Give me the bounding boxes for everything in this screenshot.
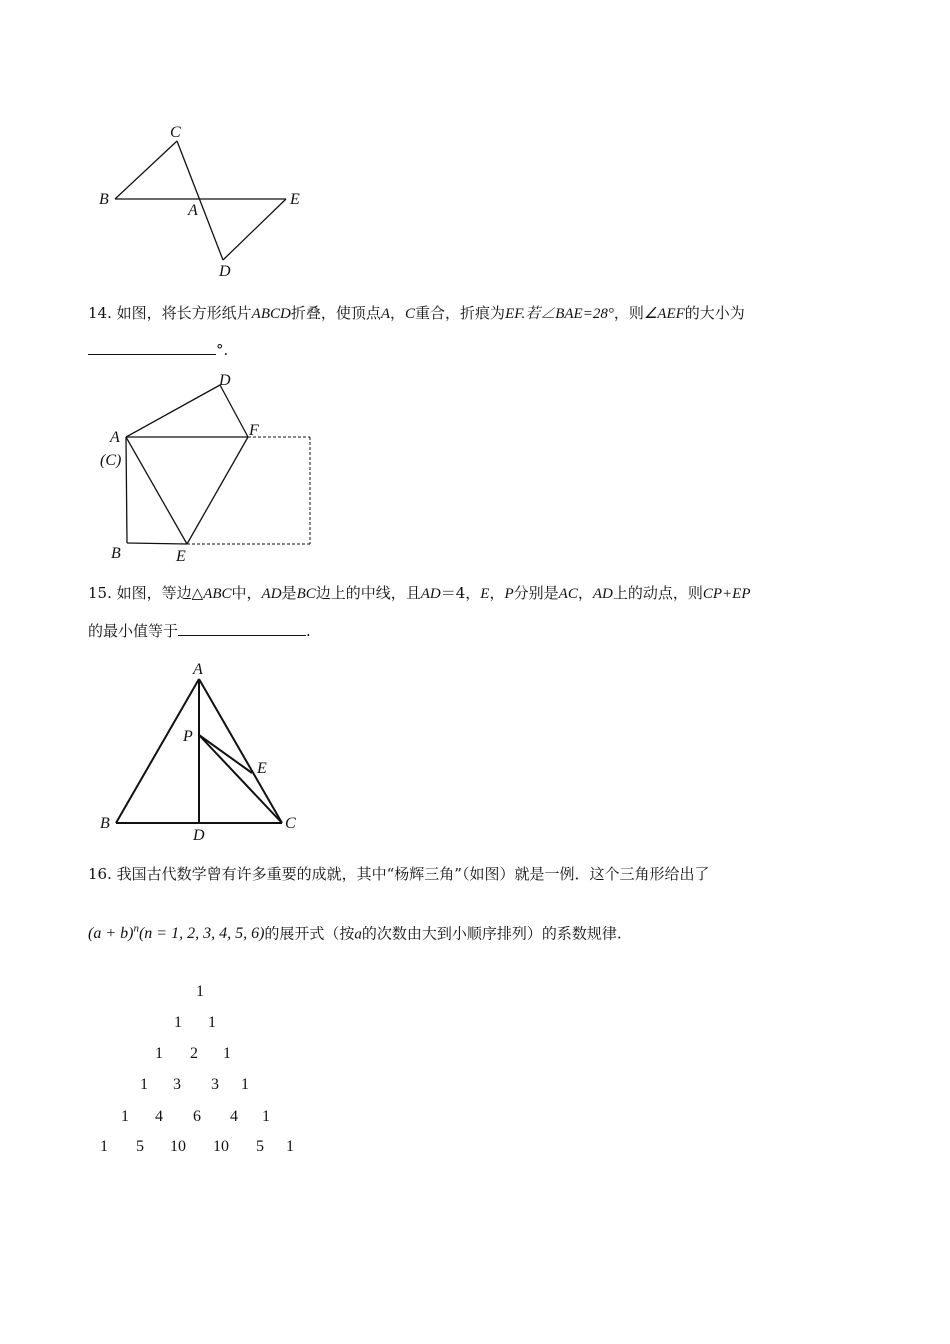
segment-ef bbox=[187, 437, 248, 544]
pascal-r4-c0: 1 bbox=[121, 1108, 129, 1125]
label-d-14: D bbox=[219, 372, 231, 389]
question-14 bbox=[88, 302, 745, 325]
q16-formula-exp: n bbox=[133, 923, 139, 935]
q14-abcd: ABCD bbox=[251, 306, 291, 322]
label-c-15: C bbox=[285, 815, 296, 832]
label-b-14: B bbox=[111, 545, 121, 562]
label-e-15: E bbox=[257, 760, 267, 777]
q15-t1: 中， bbox=[231, 584, 262, 602]
q15-line2: 的最小值等于 bbox=[88, 622, 179, 640]
q15-t4: ＝4， bbox=[440, 584, 481, 602]
pascal-r2-c2: 1 bbox=[223, 1045, 231, 1062]
label-e: E bbox=[290, 191, 300, 208]
q16-line1: 我国古代数学曾有许多重要的成就，其中“杨辉三角”（如图）就是一例．这个三角形给出了 bbox=[116, 865, 710, 883]
pascal-r0-c0: 1 bbox=[196, 983, 204, 1000]
pascal-r4-c3: 4 bbox=[230, 1108, 238, 1125]
q14-c: C bbox=[405, 306, 416, 322]
q15-t5: ， bbox=[489, 584, 505, 602]
q14-condition: EF.若∠BAE=28° bbox=[505, 306, 614, 322]
q15-ac: AC bbox=[558, 586, 578, 602]
pascal-r5-c2: 10 bbox=[170, 1138, 186, 1155]
question-15 bbox=[88, 582, 751, 605]
q15-bc: BC bbox=[296, 586, 316, 602]
q16-a: a bbox=[354, 926, 362, 943]
segment-ac-15 bbox=[199, 679, 282, 823]
question-14-answer-line bbox=[88, 339, 228, 361]
q14-a: A bbox=[380, 306, 391, 322]
label-f-14: F bbox=[249, 422, 259, 439]
pascal-r5-c4: 5 bbox=[256, 1138, 264, 1155]
q15-p: P bbox=[504, 586, 514, 602]
q16-line2-post: 的次数由大到小顺序排列）的系数规律. bbox=[361, 924, 622, 943]
q15-ad: AD bbox=[261, 586, 282, 602]
q15-cpep: CP+EP bbox=[702, 586, 751, 602]
segment-be-14 bbox=[127, 543, 187, 544]
q14-number: 14. bbox=[88, 304, 112, 322]
q15-t2: 是 bbox=[281, 584, 297, 602]
label-a: A bbox=[188, 202, 198, 219]
q15-t8: 上的动点，则 bbox=[612, 584, 703, 602]
q14-answer-blank[interactable] bbox=[88, 340, 216, 355]
segment-ab bbox=[126, 437, 127, 543]
segment-cd bbox=[177, 141, 223, 260]
label-a-15: A bbox=[193, 661, 203, 678]
pascal-r3-c1: 3 bbox=[173, 1076, 181, 1093]
pascal-r3-c2: 3 bbox=[211, 1076, 219, 1093]
q14-mid2: 重合，折痕为 bbox=[415, 304, 506, 322]
q15-t7: ， bbox=[577, 584, 593, 602]
q15-suffix: . bbox=[306, 622, 311, 640]
q14-suffix: °. bbox=[216, 341, 229, 359]
q14-mid3: ，则 bbox=[613, 304, 644, 322]
q14-comma: ， bbox=[390, 304, 406, 322]
label-a-14: A bbox=[110, 429, 120, 446]
pascal-r1-c0: 1 bbox=[174, 1014, 182, 1031]
segment-bc bbox=[115, 141, 177, 199]
label-b: B bbox=[99, 191, 109, 208]
q16-line2-pre: 的展开式（按 bbox=[264, 924, 355, 943]
pascal-r1-c1: 1 bbox=[208, 1014, 216, 1031]
q15-pre: 如图，等边△ bbox=[116, 584, 204, 602]
pascal-r5-c1: 5 bbox=[136, 1138, 144, 1155]
pascal-r5-c0: 1 bbox=[100, 1138, 108, 1155]
pascal-r3-c0: 1 bbox=[140, 1076, 148, 1093]
q15-t3: 边上的中线，且 bbox=[315, 584, 421, 602]
q14-aef: ∠AEF bbox=[643, 306, 685, 322]
label-e-14: E bbox=[176, 548, 186, 565]
question-16-line2 bbox=[88, 918, 622, 945]
q15-answer-blank[interactable] bbox=[178, 621, 306, 636]
q15-ad2: AD bbox=[420, 586, 441, 602]
label-d: D bbox=[219, 263, 231, 280]
label-c: C bbox=[170, 124, 181, 141]
label-c-14: (C) bbox=[100, 452, 122, 469]
pascal-r4-c2: 6 bbox=[193, 1108, 201, 1125]
q16-number: 16. bbox=[88, 865, 112, 883]
pascal-r3-c3: 1 bbox=[241, 1076, 249, 1093]
q16-formula-cond: (n = 1, 2, 3, 4, 5, 6) bbox=[138, 925, 265, 943]
q14-post: 的大小为 bbox=[684, 304, 745, 322]
q16-formula bbox=[88, 925, 264, 942]
label-b-15: B bbox=[100, 815, 110, 832]
question-15-line2 bbox=[88, 620, 311, 642]
pascal-r2-c1: 2 bbox=[190, 1045, 198, 1062]
pascal-r4-c1: 4 bbox=[155, 1108, 163, 1125]
label-p-15: P bbox=[183, 728, 193, 745]
question-16 bbox=[88, 863, 709, 885]
q15-e: E bbox=[480, 586, 490, 602]
pascal-r5-c5: 1 bbox=[286, 1138, 294, 1155]
q16-formula-base: (a + b) bbox=[88, 925, 134, 943]
segment-ae bbox=[126, 437, 187, 544]
q15-t6: 分别是 bbox=[513, 584, 559, 602]
q15-ad3: AD bbox=[592, 586, 613, 602]
q15-number: 15. bbox=[88, 584, 112, 602]
segment-ad bbox=[126, 385, 220, 437]
q15-abc: ABC bbox=[203, 586, 232, 602]
q14-pre: 如图，将长方形纸片 bbox=[116, 304, 252, 322]
pascal-r2-c0: 1 bbox=[155, 1045, 163, 1062]
segment-de bbox=[223, 199, 286, 260]
q14-mid1: 折叠，使顶点 bbox=[290, 304, 381, 322]
pascal-r4-c4: 1 bbox=[262, 1108, 270, 1125]
segment-pc bbox=[199, 735, 282, 823]
segment-ab-15 bbox=[116, 679, 199, 823]
segment-df bbox=[220, 385, 248, 437]
label-d-15: D bbox=[193, 827, 205, 844]
pascal-r5-c3: 10 bbox=[213, 1138, 229, 1155]
segment-pe bbox=[199, 735, 252, 773]
